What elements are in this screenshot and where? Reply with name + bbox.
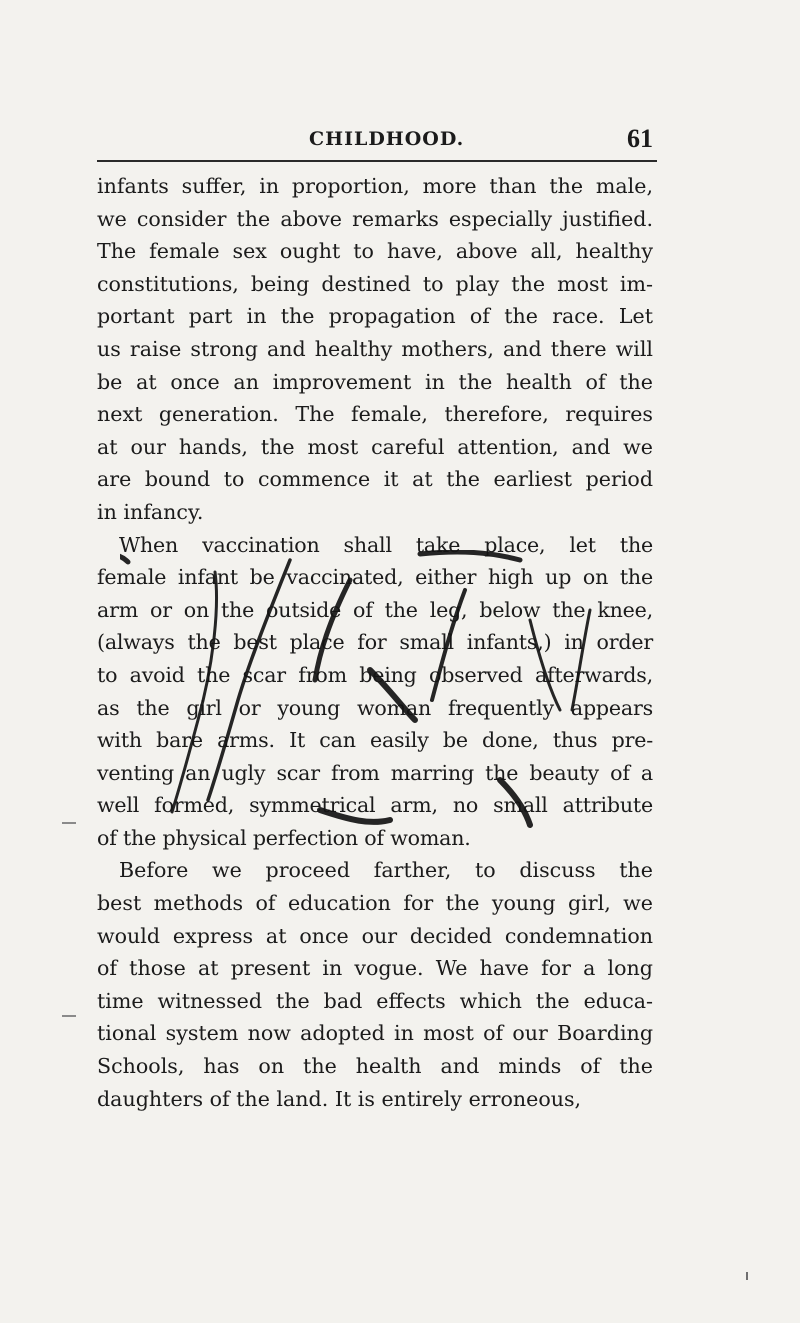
text-line: of those at present in vogue. We have for a long: [97, 956, 653, 981]
edge-mark: [746, 1272, 748, 1280]
text-line: female infant be vaccinated, either high up on the: [97, 565, 653, 590]
paragraph-2: [97, 529, 653, 855]
header-rule: [97, 160, 657, 162]
text-line: arm or on the outside of the leg, below the knee,: [97, 597, 653, 622]
text-line: best methods of education for the young girl, we: [97, 891, 653, 916]
text-line: time witnessed the bad effects which the educa-: [97, 988, 653, 1013]
text-line: be at once an improvement in the health of the: [97, 369, 653, 394]
text-line: in infancy.: [97, 499, 204, 524]
text-line: portant part in the propagation of the race. Let: [97, 304, 653, 329]
margin-mark: [62, 1015, 76, 1017]
text-line: venting an ugly scar from marring the beauty of a: [97, 760, 653, 785]
paragraph-3: [97, 854, 653, 1115]
text-line: infants suffer, in proportion, more than the male,: [97, 174, 653, 198]
text-line: at our hands, the most careful attention, and we: [97, 434, 653, 459]
text-line: constitutions, being destined to play the most im-: [97, 271, 653, 296]
text-line: Schools, has on the health and minds of the: [97, 1054, 653, 1079]
page-header: [97, 124, 657, 160]
text-line: with bare arms. It can easily be done, thus pre-: [97, 728, 653, 753]
paragraph-1: [97, 170, 653, 529]
text-line: When vaccination shall take place, let the: [119, 532, 653, 557]
body-text: [97, 170, 653, 1115]
text-line: The female sex ought to have, above all, healthy: [97, 239, 653, 264]
text-line: are bound to commence it at the earliest period: [97, 467, 653, 492]
text-line: (always the best place for small infants,) in order: [97, 630, 653, 655]
text-line: next generation. The female, therefore, requires: [97, 402, 653, 427]
text-line: us raise strong and healthy mothers, and there will: [97, 336, 653, 361]
text-line: daughters of the land. It is entirely erroneous,: [97, 1086, 582, 1111]
text-line: Before we proceed farther, to discuss the: [119, 858, 653, 883]
margin-mark: [62, 822, 76, 824]
text-line: of the physical perfection of woman.: [97, 825, 471, 850]
running-head: CHILDHOOD.: [309, 128, 465, 150]
text-line: would express at once our decided condemnation: [97, 923, 653, 948]
text-line: we consider the above remarks especially justified.: [97, 206, 653, 231]
text-line: as the girl or young woman frequently appears: [97, 695, 653, 720]
text-line: well formed, symmetrical arm, no small attribute: [97, 793, 653, 818]
text-line: tional system now adopted in most of our Boarding: [97, 1021, 653, 1046]
page-number: 61: [627, 124, 653, 153]
text-line: to avoid the scar from being observed afterwards,: [97, 662, 653, 687]
